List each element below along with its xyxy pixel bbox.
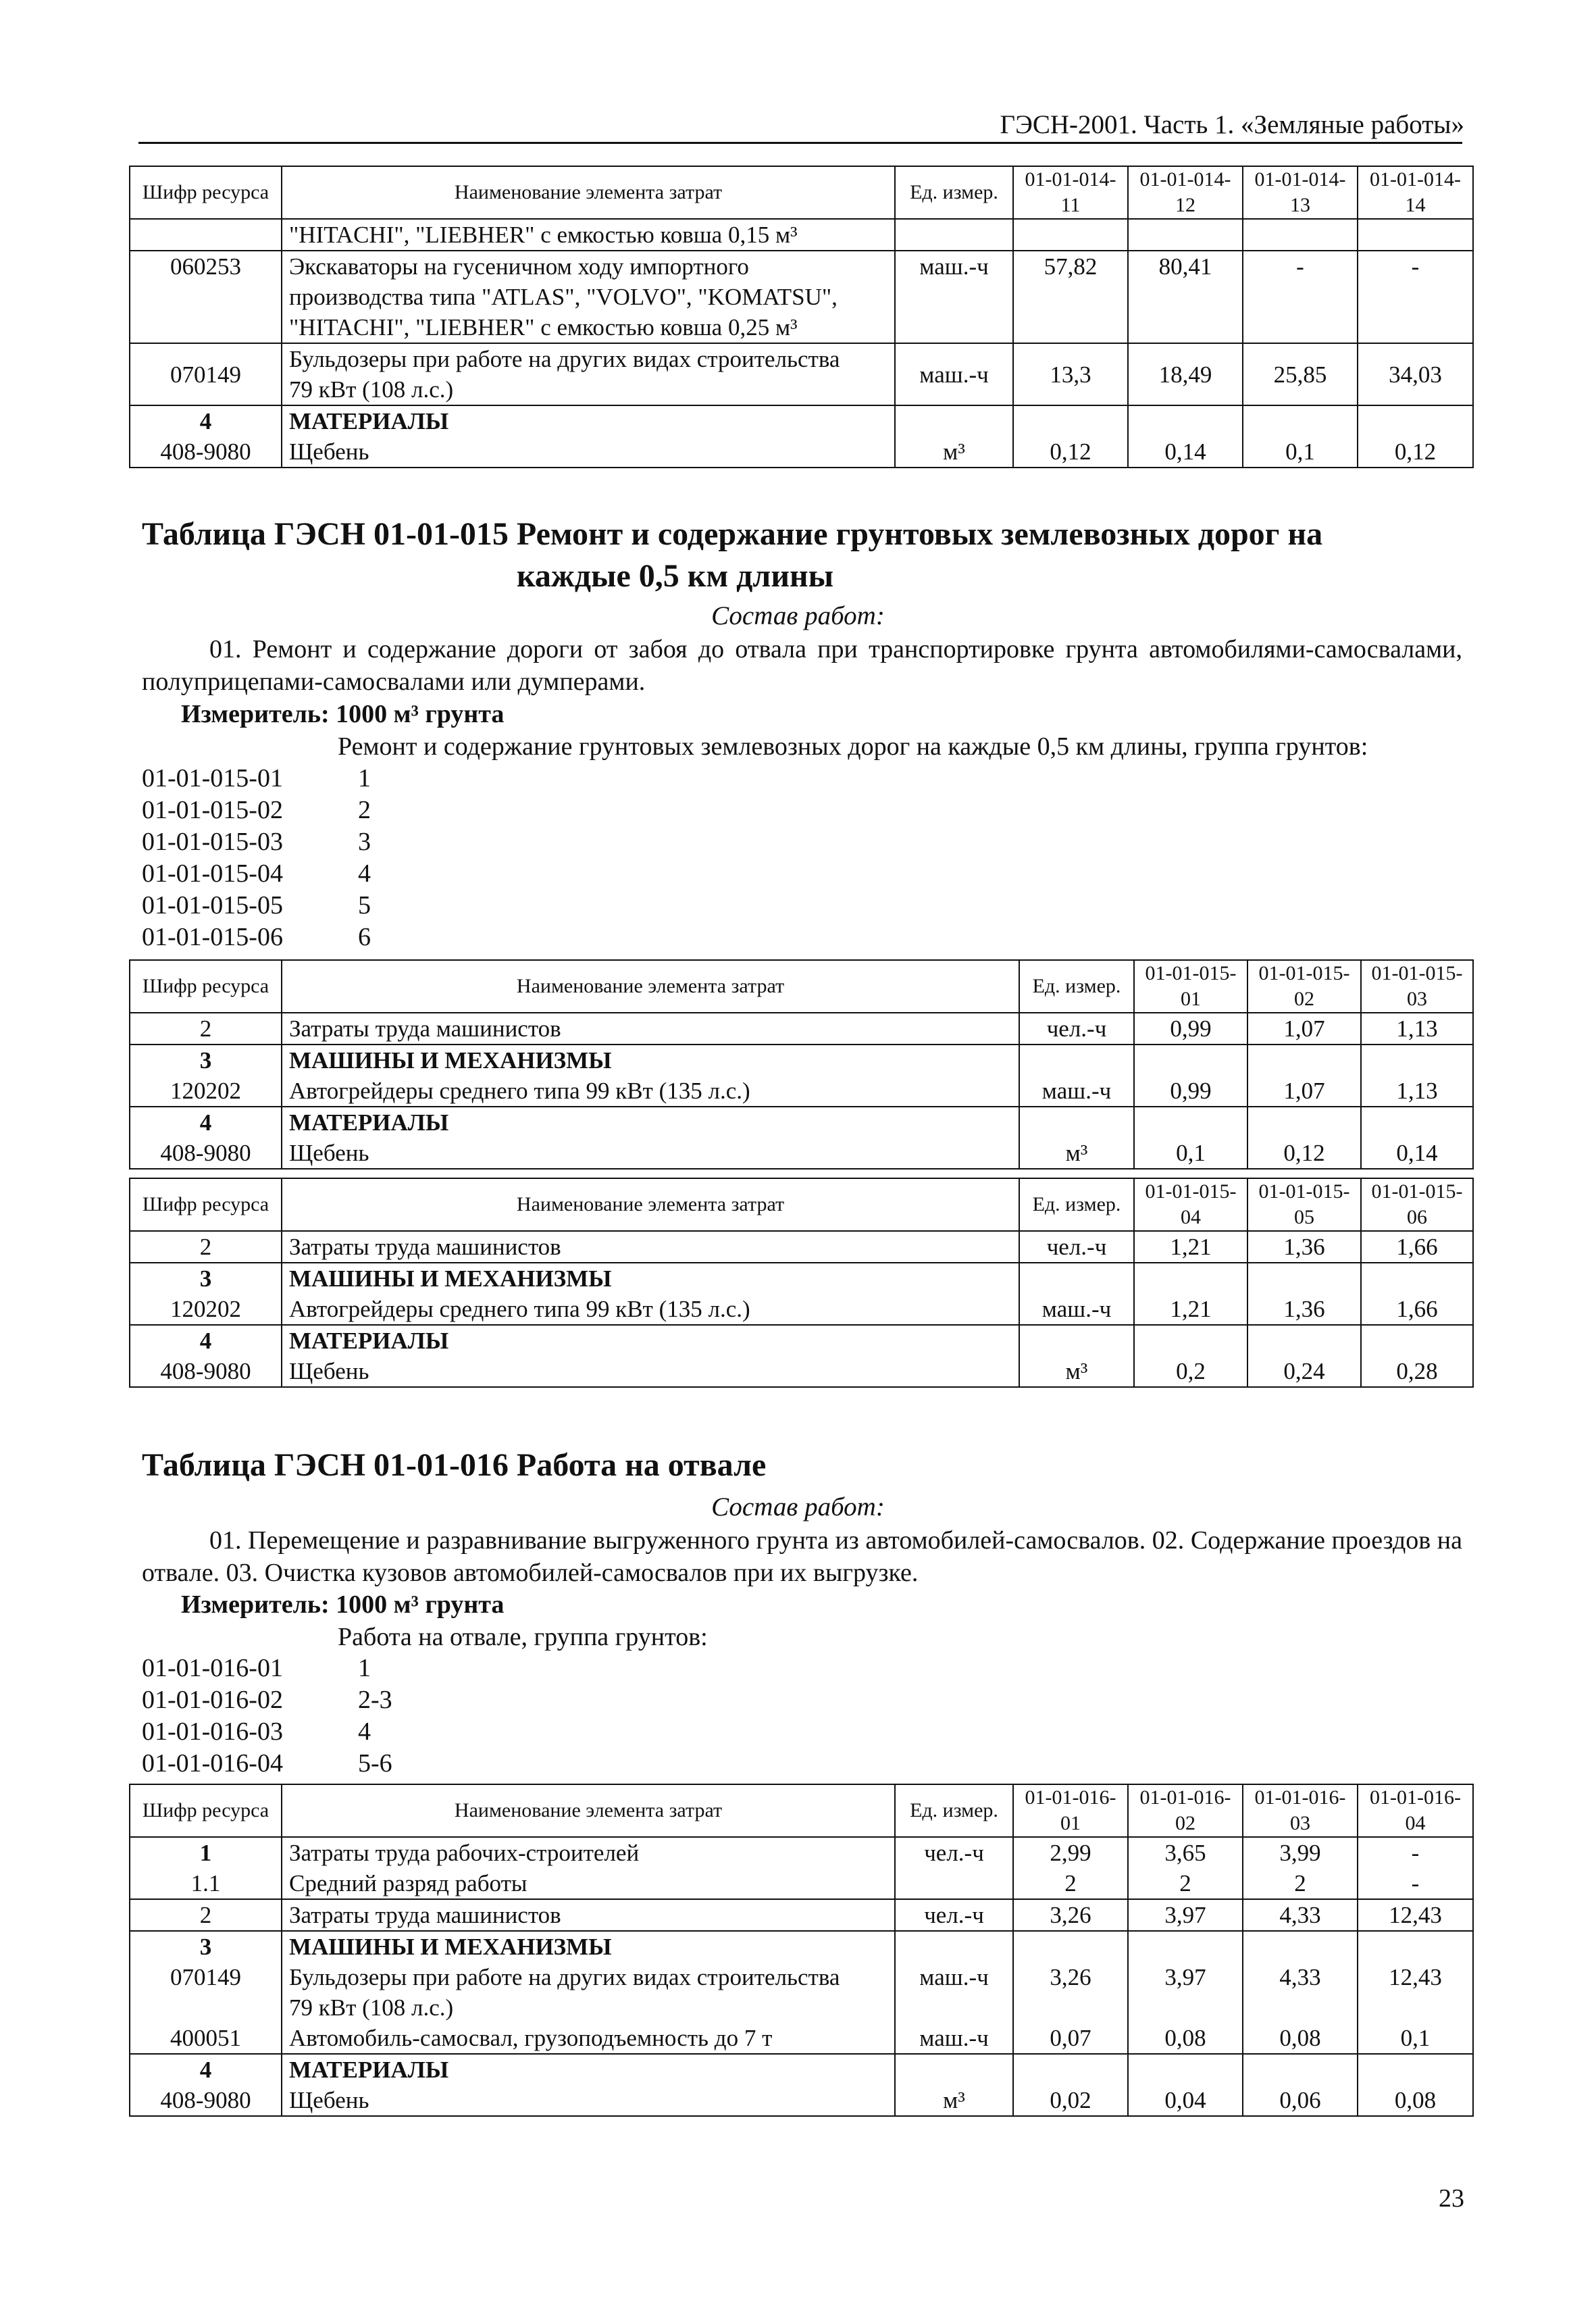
cell-value	[1358, 405, 1473, 468]
value-line: 3,65	[1164, 1840, 1206, 1866]
resource-code: 408-9080	[160, 1140, 251, 1166]
cell-value: 1,13	[1361, 1013, 1473, 1045]
cell-unit	[895, 405, 1013, 468]
cell-value: 4,33	[1243, 1899, 1358, 1931]
cell-unit	[1019, 1107, 1134, 1169]
col-header-value: 01-01-016-01	[1013, 1784, 1128, 1837]
norm-code: 01-01-016-01	[142, 1654, 283, 1682]
group-heading: МАТЕРИАЛЫ	[289, 408, 449, 434]
cell-value: -	[1358, 251, 1473, 343]
cell-value: 57,82	[1013, 251, 1128, 343]
cell-value	[1358, 1931, 1473, 2054]
value-line: 1,36	[1283, 1296, 1325, 1322]
name-line: Автогрейдеры среднего типа 99 кВт (135 л.с.)	[289, 1078, 750, 1104]
cell-value	[1243, 2054, 1358, 2116]
table-row	[130, 343, 1473, 405]
cell-name	[282, 405, 895, 468]
value-line: 0,08	[1279, 2025, 1321, 2051]
cell-value	[1128, 1837, 1243, 1899]
unit-line: маш.-ч	[919, 2025, 989, 2051]
group-code: 1	[199, 1840, 212, 1866]
col-header-unit: Ед. измер.	[895, 166, 1013, 219]
cell-value	[1128, 1931, 1243, 2054]
table-row	[130, 1899, 1473, 1931]
resource-code: 120202	[170, 1078, 241, 1104]
value-line: 2	[1064, 1870, 1077, 1896]
value-line: 0,12	[1050, 438, 1091, 465]
name-line: Экскаваторы на гусеничном ходу импортного	[289, 253, 749, 280]
table-014	[129, 166, 1474, 468]
resource-code: 400051	[170, 2025, 241, 2051]
cell-value: 1,07	[1247, 1013, 1361, 1045]
col-header-name: Наименование элемента затрат	[282, 1784, 895, 1837]
cell-code	[130, 1931, 282, 2054]
col-header-unit: Ед. измер.	[895, 1784, 1013, 1837]
value-line: -	[1411, 1870, 1420, 1896]
cell-value: 1,21	[1134, 1231, 1247, 1263]
cell-unit: чел.-ч	[895, 1899, 1013, 1931]
cell-value: 1,66	[1361, 1231, 1473, 1263]
soil-group: 1	[358, 1654, 371, 1682]
norm-code: 01-01-015-06	[142, 923, 283, 951]
col-header-value: 01-01-014-13	[1243, 166, 1358, 219]
soil-group: 3	[358, 828, 371, 856]
col-header-name: Наименование элемента затрат	[282, 960, 1019, 1013]
norm-code: 01-01-015-02	[142, 796, 283, 824]
cell-value	[1013, 405, 1128, 468]
unit-line: маш.-ч	[1041, 1296, 1112, 1322]
cell-value	[1013, 219, 1128, 251]
section-015-title	[142, 513, 1466, 597]
cell-value	[1243, 1837, 1358, 1899]
table-row	[130, 1231, 1473, 1263]
cell-value	[1128, 219, 1243, 251]
unit-line: маш.-ч	[919, 1964, 989, 1990]
cell-code: 2	[130, 1231, 282, 1263]
cell-value	[1361, 1263, 1473, 1325]
value-line: 0,08	[1394, 2087, 1437, 2113]
cell-code	[130, 2054, 282, 2116]
cell-name	[282, 1837, 895, 1899]
table-row	[130, 1325, 1473, 1387]
group-code: 4	[199, 1109, 212, 1136]
section-016-code-list	[142, 1653, 392, 1780]
value-line: 0,12	[1394, 438, 1437, 465]
value-line: 0,1	[1285, 438, 1315, 465]
cell-value	[1013, 2054, 1128, 2116]
col-header-unit: Ед. измер.	[1019, 960, 1134, 1013]
value-line: 3,97	[1164, 1964, 1206, 1990]
name-line: 79 кВт (108 л.с.)	[289, 1994, 454, 2021]
group-code: 4	[199, 2057, 212, 2083]
col-header-value: 01-01-015-03	[1361, 960, 1473, 1013]
cell-code	[130, 1107, 282, 1169]
cell-value: 12,43	[1358, 1899, 1473, 1931]
norm-code: 01-01-015-03	[142, 828, 283, 856]
cell-code: 2	[130, 1013, 282, 1045]
unit-line: м³	[1065, 1358, 1088, 1384]
cell-unit	[895, 2054, 1013, 2116]
group-code: 4	[199, 1328, 212, 1354]
value-line: 0,28	[1396, 1358, 1438, 1384]
col-header-code: Шифр ресурса	[130, 960, 282, 1013]
cell-value	[1013, 1837, 1128, 1899]
cell-name: "HITACHI", "LIEBHER" с емкостью ковша 0,15 м³	[282, 219, 895, 251]
name-line: Автомобиль-самосвал, грузоподъемность до 7 т	[289, 2025, 773, 2051]
name-line: Средний разряд работы	[289, 1870, 527, 1896]
group-heading: МАТЕРИАЛЫ	[289, 2057, 449, 2083]
list-item	[142, 795, 371, 826]
value-line: 2	[1294, 1870, 1306, 1896]
cell-code	[130, 219, 282, 251]
value-line: 0,99	[1170, 1078, 1212, 1104]
col-header-value: 01-01-016-03	[1243, 1784, 1358, 1837]
cell-value	[1247, 1107, 1361, 1169]
col-header-unit: Ед. измер.	[1019, 1178, 1134, 1231]
group-code: 3	[199, 1265, 212, 1292]
col-header-value: 01-01-016-02	[1128, 1784, 1243, 1837]
group-heading: МАШИНЫ И МЕХАНИЗМЫ	[289, 1047, 612, 1074]
list-item	[142, 858, 371, 890]
table-015-b-header	[130, 1178, 1473, 1231]
table-row	[130, 405, 1473, 468]
cell-value	[1358, 1837, 1473, 1899]
unit-line: чел.-ч	[924, 1840, 984, 1866]
unit-line: м³	[943, 438, 965, 465]
resource-code: 070149	[170, 1964, 241, 1990]
resource-code: 408-9080	[160, 1358, 251, 1384]
cell-unit	[895, 219, 1013, 251]
norm-code: 01-01-016-03	[142, 1717, 283, 1746]
norm-code: 01-01-015-04	[142, 859, 283, 888]
value-line: 0,08	[1164, 2025, 1206, 2051]
resource-code: 1.1	[190, 1870, 221, 1896]
table-row	[130, 1931, 1473, 2054]
section-016-title: Таблица ГЭСН 01-01-016 Работа на отвале	[142, 1447, 767, 1483]
cell-value: -	[1243, 251, 1358, 343]
norm-code: 01-01-015-05	[142, 891, 283, 920]
cell-code: 070149	[130, 343, 282, 405]
cell-code	[130, 405, 282, 468]
soil-group: 4	[358, 1717, 371, 1746]
value-line: 1,21	[1170, 1296, 1212, 1322]
cell-unit	[1019, 1325, 1134, 1387]
resource-code: 408-9080	[160, 2087, 251, 2113]
soil-group: 5-6	[358, 1749, 392, 1778]
cell-value	[1134, 1107, 1247, 1169]
name-line: Щебень	[289, 1140, 369, 1166]
list-item	[142, 1684, 392, 1716]
value-line: 3,99	[1279, 1840, 1321, 1866]
group-code: 4	[199, 408, 212, 434]
cell-unit	[895, 1837, 1013, 1899]
page-number: 23	[1439, 2184, 1464, 2213]
cell-value	[1243, 405, 1358, 468]
value-line: 1,66	[1396, 1296, 1438, 1322]
table-015-b	[129, 1178, 1474, 1388]
col-header-value: 01-01-015-06	[1361, 1178, 1473, 1231]
col-header-value: 01-01-015-02	[1247, 960, 1361, 1013]
value-line: 0,04	[1164, 2087, 1206, 2113]
name-line: Автогрейдеры среднего типа 99 кВт (135 л.с.)	[289, 1296, 750, 1322]
value-line: 0,02	[1050, 2087, 1091, 2113]
section-015-title-line2: каждые 0,5 км длины	[517, 558, 834, 594]
value-line: 4,33	[1279, 1964, 1321, 1990]
cell-unit: маш.-ч	[895, 251, 1013, 343]
col-header-value: 01-01-015-05	[1247, 1178, 1361, 1231]
value-line: 3,26	[1050, 1964, 1091, 1990]
name-line: Щебень	[289, 1358, 369, 1384]
col-header-value: 01-01-016-04	[1358, 1784, 1473, 1837]
cell-value: 25,85	[1243, 343, 1358, 405]
col-header-value: 01-01-015-01	[1134, 960, 1247, 1013]
cell-code	[130, 1325, 282, 1387]
cell-unit: маш.-ч	[895, 343, 1013, 405]
cell-value	[1247, 1045, 1361, 1107]
table-row	[130, 219, 1473, 251]
cell-code: 060253	[130, 251, 282, 343]
col-header-name: Наименование элемента затрат	[282, 166, 895, 219]
cell-value	[1247, 1263, 1361, 1325]
col-header-code: Шифр ресурса	[130, 1178, 282, 1231]
soil-group: 1	[358, 764, 371, 793]
cell-value	[1361, 1325, 1473, 1387]
value-line: 2	[1179, 1870, 1191, 1896]
list-item	[142, 1716, 392, 1748]
table-014-header	[130, 166, 1473, 219]
cell-value	[1361, 1045, 1473, 1107]
norm-code: 01-01-015-01	[142, 764, 283, 793]
table-row	[130, 1045, 1473, 1107]
cell-value	[1247, 1325, 1361, 1387]
value-line: 1,13	[1396, 1078, 1438, 1104]
unit-line: м³	[1065, 1140, 1088, 1166]
value-line: 0,06	[1279, 2087, 1321, 2113]
running-header: ГЭСН-2001. Часть 1. «Земляные работы»	[1000, 110, 1464, 139]
cell-code: 2	[130, 1899, 282, 1931]
group-heading: МАШИНЫ И МЕХАНИЗМЫ	[289, 1934, 612, 1960]
cell-unit: чел.-ч	[1019, 1231, 1134, 1263]
list-item	[142, 1653, 392, 1684]
cell-value	[1358, 2054, 1473, 2116]
group-code: 3	[199, 1047, 212, 1074]
section-015-lead: Ремонт и содержание грунтовых землевозных дорог на каждые 0,5 км длины, группа грунтов:	[338, 732, 1368, 761]
col-header-value: 01-01-015-04	[1134, 1178, 1247, 1231]
section-016-composition-label: Состав работ:	[711, 1492, 885, 1521]
cell-value: 3,26	[1013, 1899, 1128, 1931]
soil-group: 5	[358, 891, 371, 920]
list-item	[142, 763, 371, 795]
col-header-value: 01-01-014-14	[1358, 166, 1473, 219]
cell-value: 1,36	[1247, 1231, 1361, 1263]
section-016-lead: Работа на отвале, группа грунтов:	[338, 1623, 708, 1651]
norm-code: 01-01-016-02	[142, 1686, 283, 1714]
list-item	[142, 1748, 392, 1780]
table-015-a-header	[130, 960, 1473, 1013]
cell-value: 18,49	[1128, 343, 1243, 405]
section-015-composition-label: Состав работ:	[711, 601, 885, 630]
value-line: 0,14	[1396, 1140, 1438, 1166]
name-line: Затраты труда рабочих-строителей	[289, 1840, 640, 1866]
name-line: производства типа "ATLAS", "VOLVO", "KOMATSU",	[289, 284, 838, 310]
cell-value	[1128, 405, 1243, 468]
section-015-measure: Измеритель: 1000 м³ грунта	[181, 700, 505, 728]
cell-name: Затраты труда машинистов	[282, 1899, 895, 1931]
cell-name	[282, 2054, 895, 2116]
soil-group: 6	[358, 923, 371, 951]
table-016	[129, 1784, 1474, 2117]
header-rule	[138, 142, 1462, 144]
cell-value	[1358, 219, 1473, 251]
table-row	[130, 2054, 1473, 2116]
col-header-code: Шифр ресурса	[130, 1784, 282, 1837]
table-row	[130, 1107, 1473, 1169]
cell-name: Затраты труда машинистов	[282, 1013, 1019, 1045]
cell-value: 34,03	[1358, 343, 1473, 405]
section-016-measure: Измеритель: 1000 м³ грунта	[181, 1590, 505, 1619]
resource-code: 408-9080	[160, 438, 251, 465]
cell-unit: чел.-ч	[1019, 1013, 1134, 1045]
soil-group: 2-3	[358, 1686, 392, 1714]
name-line: Щебень	[289, 2087, 369, 2113]
value-line: 0,1	[1400, 2025, 1431, 2051]
cell-value: 80,41	[1128, 251, 1243, 343]
cell-name	[282, 343, 895, 405]
cell-value: 13,3	[1013, 343, 1128, 405]
value-line: 0,14	[1164, 438, 1206, 465]
unit-line: м³	[943, 2087, 965, 2113]
cell-code	[130, 1263, 282, 1325]
value-line: 0,12	[1283, 1140, 1325, 1166]
table-row	[130, 251, 1473, 343]
name-line: Бульдозеры при работе на других видах строительства	[289, 1964, 840, 1990]
col-header-code: Шифр ресурса	[130, 166, 282, 219]
section-015-composition-text: 01. Ремонт и содержание дороги от забоя до отвала при транспортировке грунта автомобилями-самосвалами, полуприцепами-самосвалами или думперами.	[142, 635, 1462, 696]
value-line: 0,1	[1176, 1140, 1206, 1166]
cell-value	[1134, 1263, 1247, 1325]
col-header-value: 01-01-014-11	[1013, 166, 1128, 219]
resource-code: 120202	[170, 1296, 241, 1322]
section-016-composition-text: 01. Перемещение и разравнивание выгруженного грунта из автомобилей-самосвалов. 02. Содержание проездов на отвале. 03. Очистка кузовов автомобилей-самосвалов при их выгрузке.	[142, 1526, 1462, 1587]
table-row	[130, 1263, 1473, 1325]
table-row	[130, 1837, 1473, 1899]
cell-name	[282, 1931, 895, 2054]
cell-unit	[1019, 1263, 1134, 1325]
name-line: Бульдозеры при работе на других видах строительства	[289, 346, 840, 372]
group-code: 3	[199, 1934, 212, 1960]
cell-name	[282, 1325, 1019, 1387]
cell-code	[130, 1045, 282, 1107]
group-heading: МАТЕРИАЛЫ	[289, 1328, 449, 1354]
cell-value	[1243, 219, 1358, 251]
col-header-value: 01-01-014-12	[1128, 166, 1243, 219]
cell-unit	[895, 1931, 1013, 2054]
table-row	[130, 1013, 1473, 1045]
value-line: 0,2	[1176, 1358, 1206, 1384]
cell-name	[282, 1107, 1019, 1169]
cell-value	[1243, 1931, 1358, 2054]
soil-group: 2	[358, 796, 371, 824]
value-line: 1,07	[1283, 1078, 1325, 1104]
cell-value	[1013, 1931, 1128, 2054]
cell-value	[1134, 1325, 1247, 1387]
cell-value: 0,99	[1134, 1013, 1247, 1045]
cell-value	[1128, 2054, 1243, 2116]
value-line: 0,24	[1283, 1358, 1325, 1384]
cell-value	[1361, 1107, 1473, 1169]
cell-value	[1134, 1045, 1247, 1107]
value-line: 12,43	[1389, 1964, 1442, 1990]
value-line: 2,99	[1050, 1840, 1091, 1866]
section-015-title-line1: Таблица ГЭСН 01-01-015 Ремонт и содержание грунтовых землевозных дорог на	[142, 516, 1323, 552]
unit-line: маш.-ч	[1041, 1078, 1112, 1104]
list-item	[142, 890, 371, 922]
col-header-name: Наименование элемента затрат	[282, 1178, 1019, 1231]
cell-value: 3,97	[1128, 1899, 1243, 1931]
cell-code	[130, 1837, 282, 1899]
list-item	[142, 826, 371, 858]
cell-name	[282, 1045, 1019, 1107]
group-heading: МАТЕРИАЛЫ	[289, 1109, 449, 1136]
soil-group: 4	[358, 859, 371, 888]
name-line: Щебень	[289, 438, 369, 465]
list-item	[142, 922, 371, 953]
cell-unit	[1019, 1045, 1134, 1107]
value-line: -	[1411, 1840, 1420, 1866]
norm-code: 01-01-016-04	[142, 1749, 283, 1778]
table-015-a	[129, 959, 1474, 1169]
name-line: 79 кВт (108 л.с.)	[289, 376, 454, 403]
table-016-header	[130, 1784, 1473, 1837]
cell-name: Затраты труда машинистов	[282, 1231, 1019, 1263]
cell-name	[282, 251, 895, 343]
section-015-code-list	[142, 763, 371, 953]
cell-name	[282, 1263, 1019, 1325]
value-line: 0,07	[1050, 2025, 1091, 2051]
group-heading: МАШИНЫ И МЕХАНИЗМЫ	[289, 1265, 612, 1292]
name-line: "HITACHI", "LIEBHER" с емкостью ковша 0,25 м³	[289, 314, 798, 341]
